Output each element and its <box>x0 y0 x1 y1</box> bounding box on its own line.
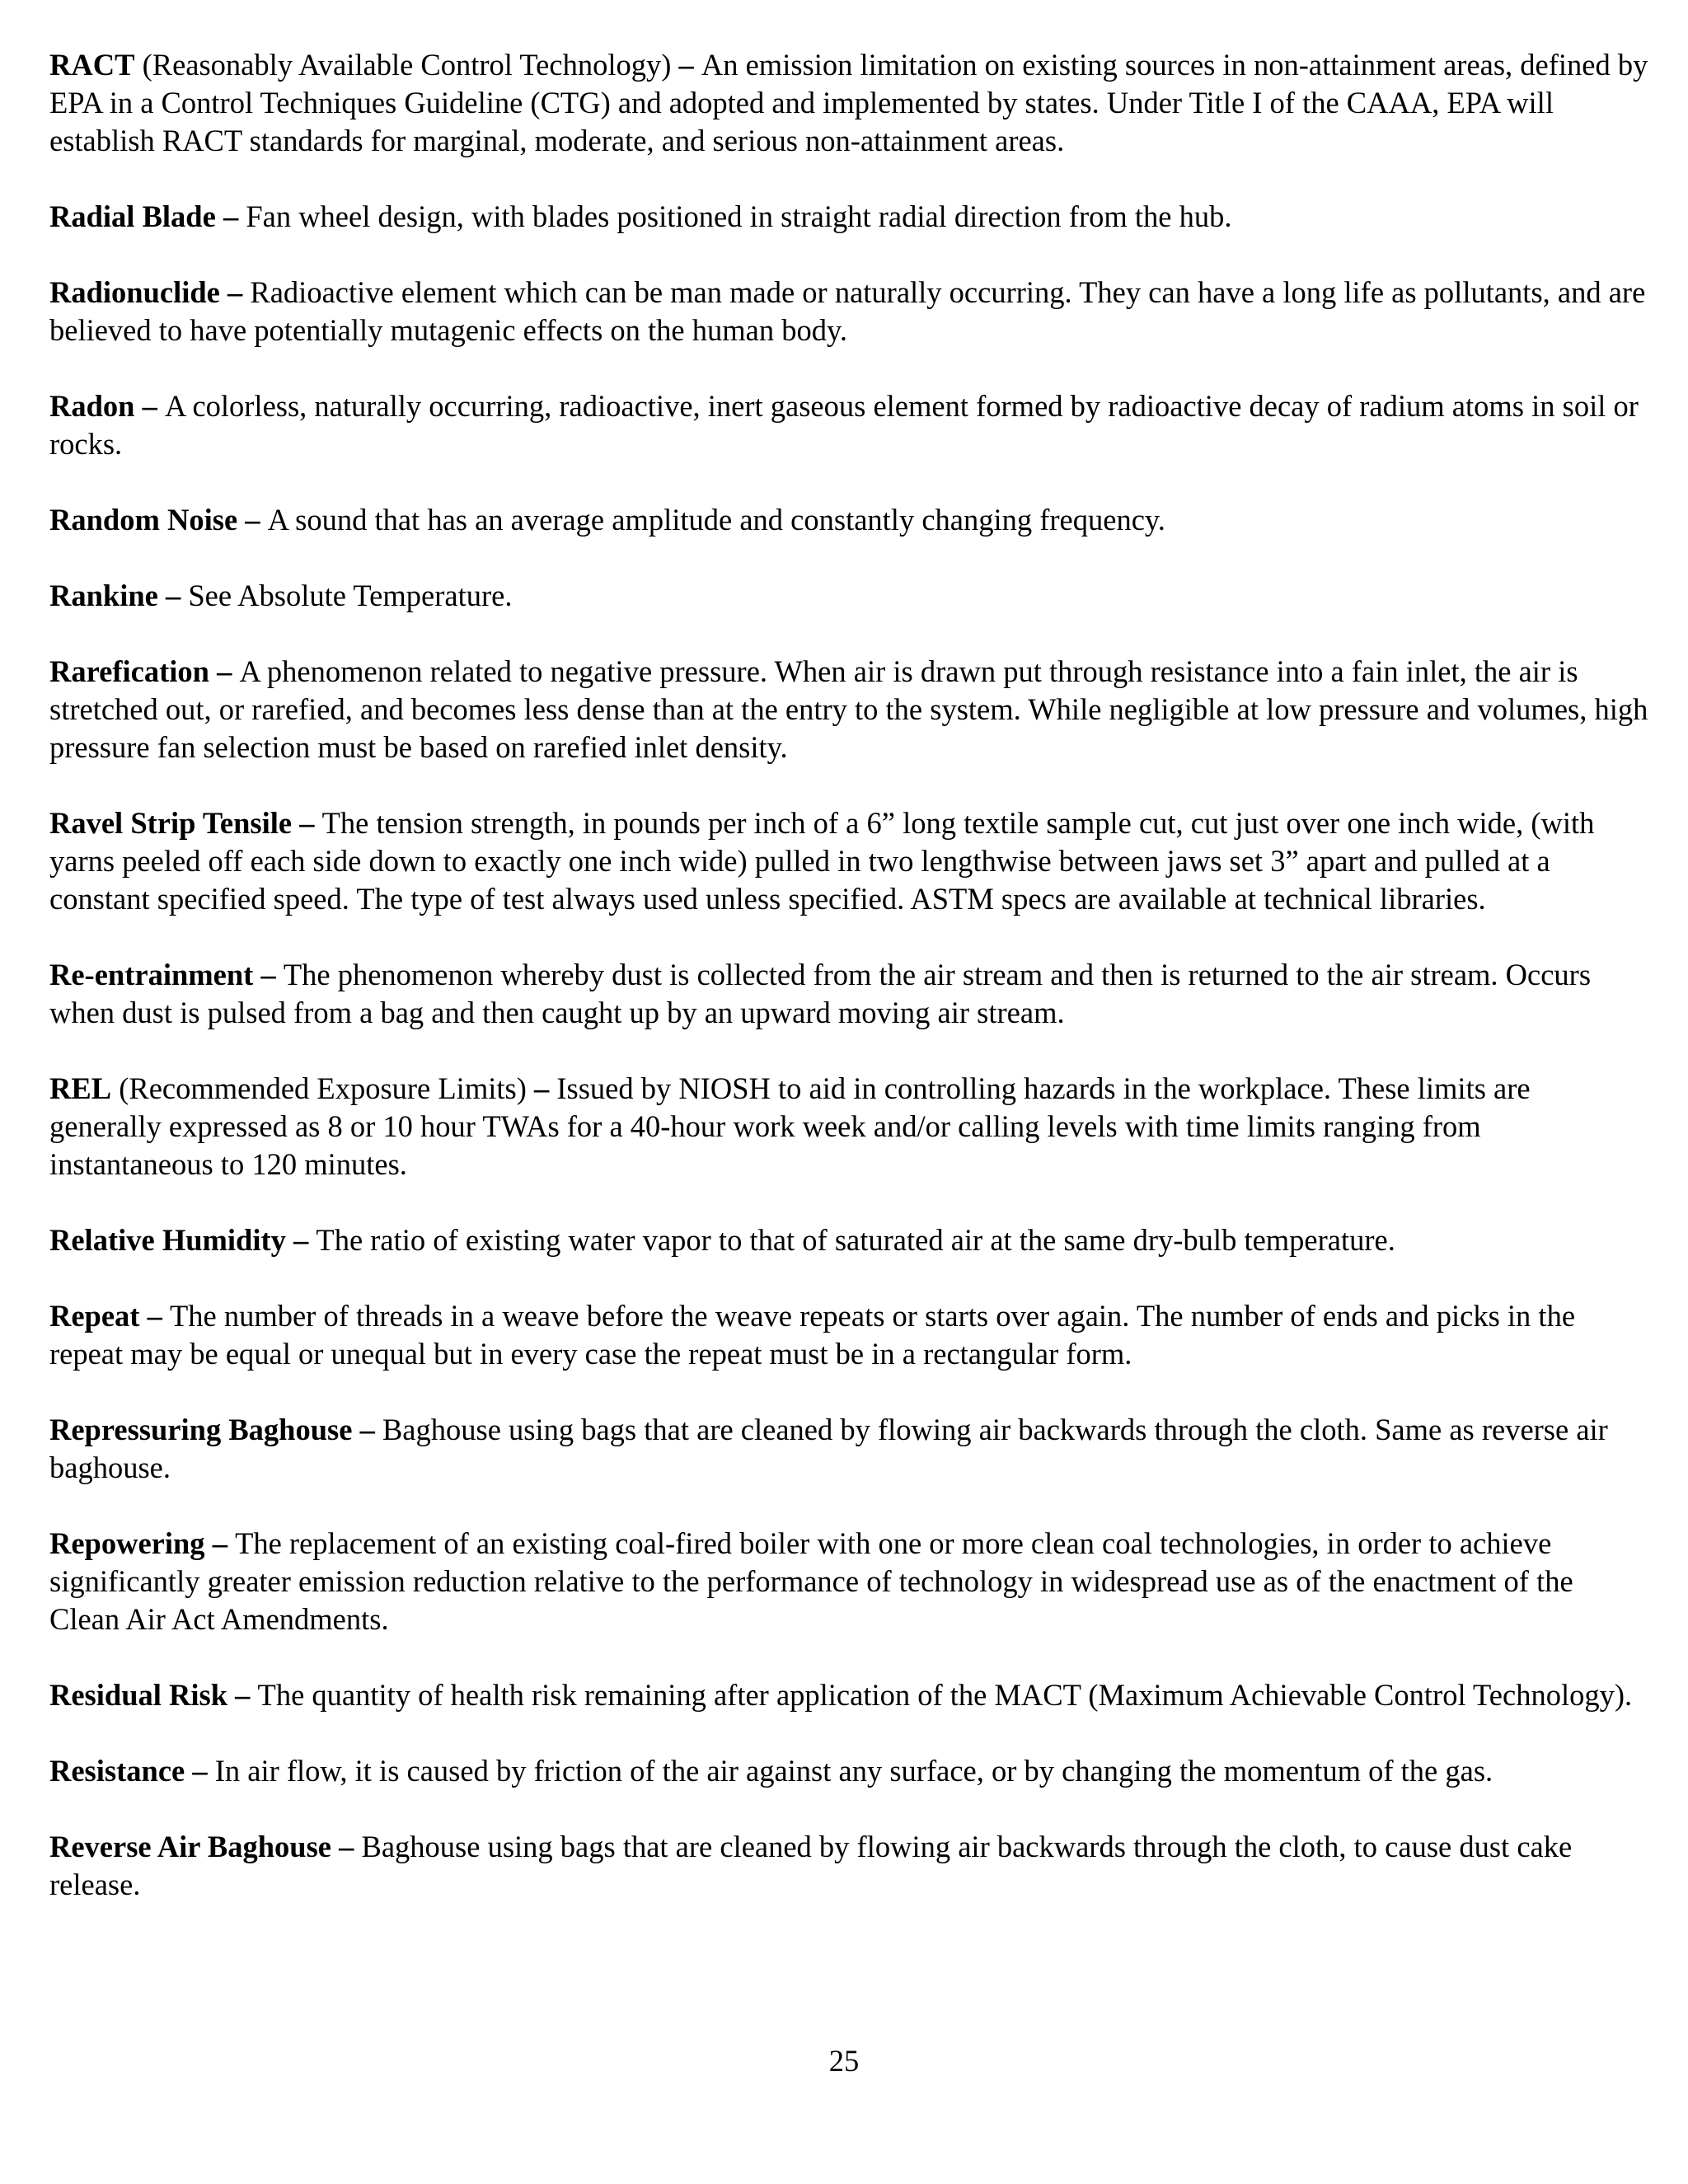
glossary-entry-random-noise <box>49 501 1648 539</box>
glossary-entry-repeat <box>49 1297 1648 1373</box>
glossary-definition: In air flow, it is caused by friction of the air against any surface, or by changing the momentum of the gas. <box>214 1754 1493 1788</box>
glossary-dash: – <box>134 389 165 423</box>
glossary-page <box>49 46 1648 1942</box>
glossary-definition: An emission limitation on existing sources in non-attainment areas, defined by EPA in a Control Techniques Guideline (CTG) and adopted and implemented by states. Under Title I of the CAAA, EPA will establish RACT standards for marginal, moderate, and serious non-attainment areas. <box>49 48 1648 157</box>
glossary-definition: Baghouse using bags that are cleaned by flowing air backwards through the cloth. Same as reverse air baghouse. <box>49 1413 1608 1484</box>
glossary-entry-radial-blade <box>49 198 1648 236</box>
glossary-term: RACT <box>49 48 135 82</box>
glossary-term: Residual Risk <box>49 1678 228 1712</box>
glossary-definition: See Absolute Temperature. <box>188 579 513 612</box>
glossary-dash: – <box>671 48 701 82</box>
glossary-term-expansion: (Reasonably Available Control Technology) <box>134 48 672 82</box>
glossary-term: Re-entrainment <box>49 958 254 991</box>
glossary-term: Relative Humidity <box>49 1223 286 1257</box>
glossary-entry-ravel-strip-tensile <box>49 804 1648 918</box>
glossary-dash: – <box>209 654 240 688</box>
glossary-term: Rankine <box>49 579 158 612</box>
glossary-definition: The quantity of health risk remaining after application of the MACT (Maximum Achievable Control Technology). <box>257 1678 1633 1712</box>
glossary-dash: – <box>215 199 246 233</box>
glossary-term-expansion: (Recommended Exposure Limits) <box>111 1071 527 1105</box>
glossary-term: Rarefication <box>49 654 209 688</box>
glossary-definition: The number of threads in a weave before the weave repeats or starts over again. The number of ends and picks in the repeat may be equal or unequal but in every case the repeat must be in a rectangular form. <box>49 1299 1576 1371</box>
glossary-definition: Radioactive element which can be man made or naturally occurring. They can have a long life as pollutants, and are believed to have potentially mutagenic effects on the human body. <box>49 275 1646 347</box>
page-number: 25 <box>828 2044 860 2078</box>
glossary-definition: Issued by NIOSH to aid in controlling hazards in the workplace. These limits are generally expressed as 8 or 10 hour TWAs for a 40-hour work week and/or calling levels with time limits ranging from instantaneous to 120 minutes. <box>49 1071 1531 1181</box>
glossary-term: Radon <box>49 389 135 423</box>
glossary-dash: – <box>253 958 284 991</box>
glossary-term: Repressuring Baghouse <box>49 1413 353 1446</box>
glossary-definition: The replacement of an existing coal-fired boiler with one or more clean coal technologies, in order to achieve significantly greater emission reduction relative to the performance of technology in widespread use as of the enactment of the Clean Air Act Amendments. <box>49 1526 1573 1636</box>
glossary-term: Random Noise <box>49 503 238 537</box>
glossary-entry-re-entrainment <box>49 956 1648 1032</box>
glossary-entry-rarefication <box>49 653 1648 766</box>
glossary-dash: – <box>285 1223 316 1257</box>
glossary-entry-residual-risk <box>49 1676 1648 1714</box>
glossary-entry-rankine <box>49 577 1648 615</box>
glossary-entry-repowering <box>49 1525 1648 1638</box>
glossary-entry-ract <box>49 46 1648 160</box>
glossary-dash: – <box>227 1678 258 1712</box>
glossary-dash: – <box>219 275 251 309</box>
glossary-term: Ravel Strip Tensile <box>49 806 293 840</box>
glossary-dash: – <box>237 503 268 537</box>
glossary-dash: – <box>292 806 322 840</box>
glossary-dash: – <box>204 1526 236 1560</box>
glossary-entry-relative-humidity <box>49 1221 1648 1259</box>
glossary-dash: – <box>139 1299 170 1333</box>
glossary-definition: A colorless, naturally occurring, radioactive, inert gaseous element formed by radioactive decay of radium atoms in soil or rocks. <box>49 389 1639 461</box>
glossary-definition: A sound that has an average amplitude and constantly changing frequency. <box>267 503 1165 537</box>
glossary-dash: – <box>331 1830 362 1863</box>
glossary-term: REL <box>49 1071 112 1105</box>
glossary-term: Radionuclide <box>49 275 220 309</box>
glossary-dash: – <box>526 1071 557 1105</box>
glossary-definition: The tension strength, in pounds per inch of a 6” long textile sample cut, cut just over one inch wide, (with yarns peeled off each side down to exactly one inch wide) pulled in two lengthwise between jaws set 3” apart and pulled at a constant specified speed. The type of test always used unless specified. ASTM specs are available at technical libraries. <box>49 806 1595 916</box>
glossary-entry-reverse-air-baghouse <box>49 1828 1648 1904</box>
glossary-term: Resistance <box>49 1754 185 1788</box>
glossary-term: Radial Blade <box>49 199 216 233</box>
glossary-entry-radon <box>49 387 1648 463</box>
glossary-entry-resistance <box>49 1752 1648 1790</box>
glossary-entry-repressuring-baghouse <box>49 1411 1648 1487</box>
glossary-definition: Fan wheel design, with blades positioned in straight radial direction from the hub. <box>246 199 1232 233</box>
glossary-term: Repeat <box>49 1299 140 1333</box>
glossary-dash: – <box>157 579 189 612</box>
glossary-term: Reverse Air Baghouse <box>49 1830 331 1863</box>
glossary-entry-radionuclide <box>49 274 1648 349</box>
glossary-definition: A phenomenon related to negative pressure. When air is drawn put through resistance into a fain inlet, the air is stretched out, or rarefied, and becomes less dense than at the entry to the system. While negligible at low pressure and volumes, high pressure fan selection must be based on rarefied inlet density. <box>49 654 1648 764</box>
glossary-entry-rel <box>49 1070 1648 1183</box>
glossary-definition: The ratio of existing water vapor to that of saturated air at the same dry-bulb temperature. <box>316 1223 1395 1257</box>
glossary-dash: – <box>185 1754 215 1788</box>
glossary-term: Repowering <box>49 1526 205 1560</box>
glossary-dash: – <box>352 1413 382 1446</box>
glossary-definition: The phenomenon whereby dust is collected from the air stream and then is returned to the air stream. Occurs when dust is pulsed from a bag and then caught up by an upward moving air stream. <box>49 958 1592 1029</box>
glossary-definition: Baghouse using bags that are cleaned by flowing air backwards through the cloth, to cause dust cake release. <box>49 1830 1573 1901</box>
